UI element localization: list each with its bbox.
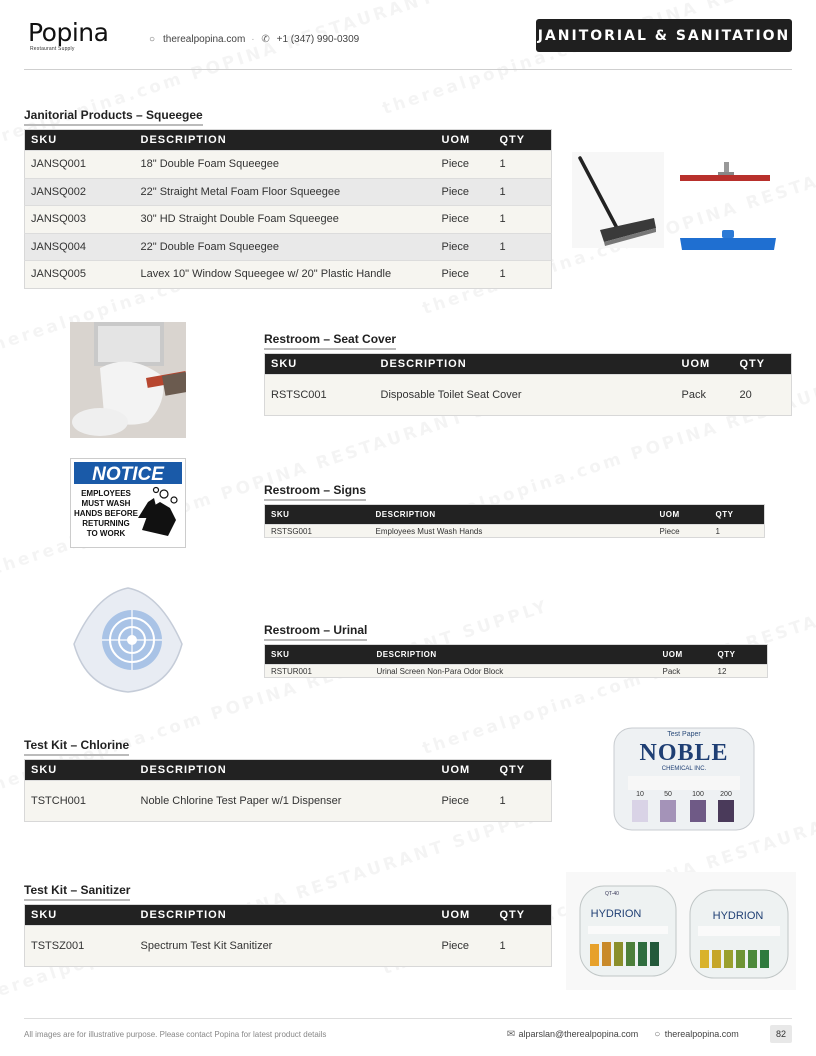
watermark-text — [380, 0, 816, 119]
product-table — [24, 759, 552, 822]
cell-sku: RSTSG001 — [271, 526, 312, 536]
blue-squeegee-image — [678, 226, 778, 254]
cell-sku: TSTCH001 — [31, 795, 87, 807]
floor-squeegee-image — [572, 152, 664, 248]
col-qty: QTY — [715, 510, 734, 519]
product-table — [24, 904, 552, 967]
footer-website-group — [652, 1029, 739, 1040]
cell-qty: 1 — [499, 185, 506, 198]
table-header — [265, 505, 765, 525]
cell-uom: Piece — [441, 795, 470, 807]
cell-uom: Piece — [441, 185, 470, 198]
col-uom: UOM — [662, 650, 683, 659]
footer-email-group — [506, 1029, 638, 1040]
hydrion-model: QT-40 — [605, 891, 619, 897]
col-uom: UOM — [659, 510, 680, 519]
col-description: DESCRIPTION — [375, 510, 436, 519]
notice-line: HANDS BEFORE — [73, 509, 139, 518]
section-title: Test Kit – Sanitizer — [24, 883, 130, 901]
table-row — [25, 151, 552, 179]
col-description: DESCRIPTION — [140, 134, 227, 146]
cell-description: 22" Double Foam Squeegee — [140, 240, 279, 253]
table-row — [25, 233, 552, 261]
footer-divider — [24, 1018, 792, 1019]
col-description: DESCRIPTION — [140, 764, 227, 776]
section-squeegee — [24, 106, 552, 289]
cell-sku: TSTSZ001 — [31, 940, 85, 952]
col-sku: SKU — [271, 650, 290, 659]
notice-sign-image — [70, 458, 186, 548]
page-number: 82 — [770, 1025, 792, 1043]
globe-icon: ○ — [654, 1029, 661, 1040]
table-row — [25, 206, 552, 234]
col-qty: QTY — [499, 909, 526, 921]
col-qty: QTY — [499, 134, 526, 146]
col-uom: UOM — [681, 358, 711, 370]
table-header — [265, 354, 792, 375]
table-header — [25, 905, 552, 926]
footer-website[interactable]: therealpopina.com — [664, 1029, 739, 1039]
logo-subtitle: Restaurant Supply — [30, 46, 75, 52]
table-row — [265, 525, 765, 538]
product-table — [264, 504, 765, 538]
cell-qty: 20 — [739, 389, 752, 401]
globe-icon: ○ — [148, 34, 156, 45]
logo-wordmark: Popina — [28, 18, 109, 47]
cell-sku: RSTUR001 — [271, 666, 312, 676]
header-phone[interactable]: +1 (347) 990-0309 — [276, 34, 360, 45]
footer-contact — [506, 1029, 739, 1040]
col-description: DESCRIPTION — [380, 358, 467, 370]
cell-qty: 1 — [499, 158, 506, 171]
cell-sku: JANSQ002 — [31, 185, 87, 198]
cell-uom: Piece — [441, 240, 470, 253]
col-sku: SKU — [31, 134, 58, 146]
cell-qty: 1 — [499, 940, 506, 952]
col-qty: QTY — [717, 650, 736, 659]
urinal-screen-image — [70, 584, 186, 696]
section-chlorine — [24, 736, 552, 822]
section-title: Restroom – Signs — [264, 483, 366, 501]
section-title: Janitorial Products – Squeegee — [24, 108, 203, 126]
product-table — [264, 353, 792, 416]
cell-uom: Pack — [662, 666, 681, 676]
table-header — [265, 645, 768, 665]
cell-qty: 1 — [715, 526, 720, 536]
cell-sku: JANSQ001 — [31, 158, 87, 171]
table-row — [25, 781, 552, 822]
col-qty: QTY — [499, 764, 526, 776]
product-table — [264, 644, 768, 678]
red-squeegee-image — [678, 160, 772, 186]
product-table — [24, 129, 552, 289]
cell-description: 22" Straight Metal Foam Floor Squeegee — [140, 185, 341, 198]
col-description: DESCRIPTION — [140, 909, 227, 921]
cell-sku: JANSQ005 — [31, 268, 87, 281]
category-badge: JANITORIAL & SANITATION — [536, 19, 792, 52]
cell-uom: Piece — [659, 526, 680, 536]
col-uom: UOM — [441, 909, 471, 921]
header-divider — [24, 69, 792, 70]
separator-dot: · — [251, 34, 255, 45]
cell-description: Spectrum Test Kit Sanitizer — [140, 940, 273, 952]
section-signs — [264, 481, 765, 538]
noble-test-paper-image — [612, 726, 756, 832]
cell-description: 18" Double Foam Squeegee — [140, 158, 279, 171]
cell-uom: Piece — [441, 213, 470, 226]
mail-icon: ✉ — [506, 1029, 516, 1040]
header-contact — [147, 34, 359, 45]
cell-description: Disposable Toilet Seat Cover — [380, 389, 522, 401]
noble-brand-sub: CHEMICAL INC. — [661, 766, 707, 772]
notice-line: RETURNING — [82, 519, 130, 528]
notice-line: EMPLOYEES — [81, 489, 131, 498]
cell-qty: 1 — [499, 268, 506, 281]
notice-heading: NOTICE — [92, 464, 164, 485]
col-qty: QTY — [739, 358, 766, 370]
table-row — [25, 178, 552, 206]
section-title: Test Kit – Chlorine — [24, 738, 129, 756]
notice-line: MUST WASH — [81, 499, 131, 508]
noble-brand: NOBLE — [639, 740, 729, 766]
section-title: Restroom – Seat Cover — [264, 332, 396, 350]
section-title: Restroom – Urinal — [264, 623, 367, 641]
cell-qty: 1 — [499, 213, 506, 226]
header-website[interactable]: therealpopina.com — [163, 34, 246, 45]
col-description: DESCRIPTION — [376, 650, 437, 659]
section-sanitizer — [24, 881, 552, 967]
cell-uom: Pack — [681, 389, 706, 401]
col-sku: SKU — [271, 510, 290, 519]
cell-qty: 1 — [499, 795, 506, 807]
cell-description: Urinal Screen Non-Para Odor Block — [376, 666, 504, 676]
section-seat-cover — [264, 330, 792, 416]
section-urinal — [264, 621, 768, 678]
cell-sku: JANSQ004 — [31, 240, 87, 253]
col-sku: SKU — [31, 909, 58, 921]
scale-label: 50 — [664, 791, 672, 798]
scale-label: 100 — [692, 791, 704, 798]
cell-description: 30" HD Straight Double Foam Squeegee — [140, 213, 339, 226]
footer-email[interactable]: alparslan@therealpopina.com — [518, 1029, 639, 1039]
table-header — [25, 760, 552, 781]
col-uom: UOM — [441, 764, 471, 776]
table-row — [25, 261, 552, 289]
cell-uom: Piece — [441, 268, 470, 281]
table-header — [25, 130, 552, 151]
phone-icon: ✆ — [261, 34, 270, 45]
cell-sku: JANSQ003 — [31, 213, 87, 226]
hydrion-brand: HYDRION — [712, 910, 764, 922]
cell-uom: Piece — [441, 940, 470, 952]
cell-description: Noble Chlorine Test Paper w/1 Dispenser — [140, 795, 342, 807]
col-sku: SKU — [271, 358, 298, 370]
scale-label: 10 — [636, 791, 644, 798]
hydrion-brand: HYDRION — [590, 908, 642, 920]
seat-cover-dispenser-image — [70, 322, 186, 438]
cell-sku: RSTSC001 — [271, 389, 327, 401]
noble-label: Test Paper — [667, 731, 701, 738]
notice-line: TO WORK — [86, 529, 126, 538]
table-row — [265, 375, 792, 416]
table-row — [25, 926, 552, 967]
hydrion-test-kits-image — [566, 872, 796, 990]
col-sku: SKU — [31, 764, 58, 776]
cell-description: Employees Must Wash Hands — [375, 526, 483, 536]
cell-qty: 12 — [717, 666, 727, 676]
scale-label: 200 — [720, 791, 732, 798]
cell-description: Lavex 10" Window Squeegee w/ 20" Plastic Handle — [140, 268, 392, 281]
popina-logo — [28, 20, 108, 52]
col-uom: UOM — [441, 134, 471, 146]
cell-qty: 1 — [499, 240, 506, 253]
table-row — [265, 665, 768, 678]
cell-uom: Piece — [441, 158, 470, 171]
footer-disclaimer: All images are for illustrative purpose. Please contact Popina for latest product details — [24, 1030, 327, 1039]
